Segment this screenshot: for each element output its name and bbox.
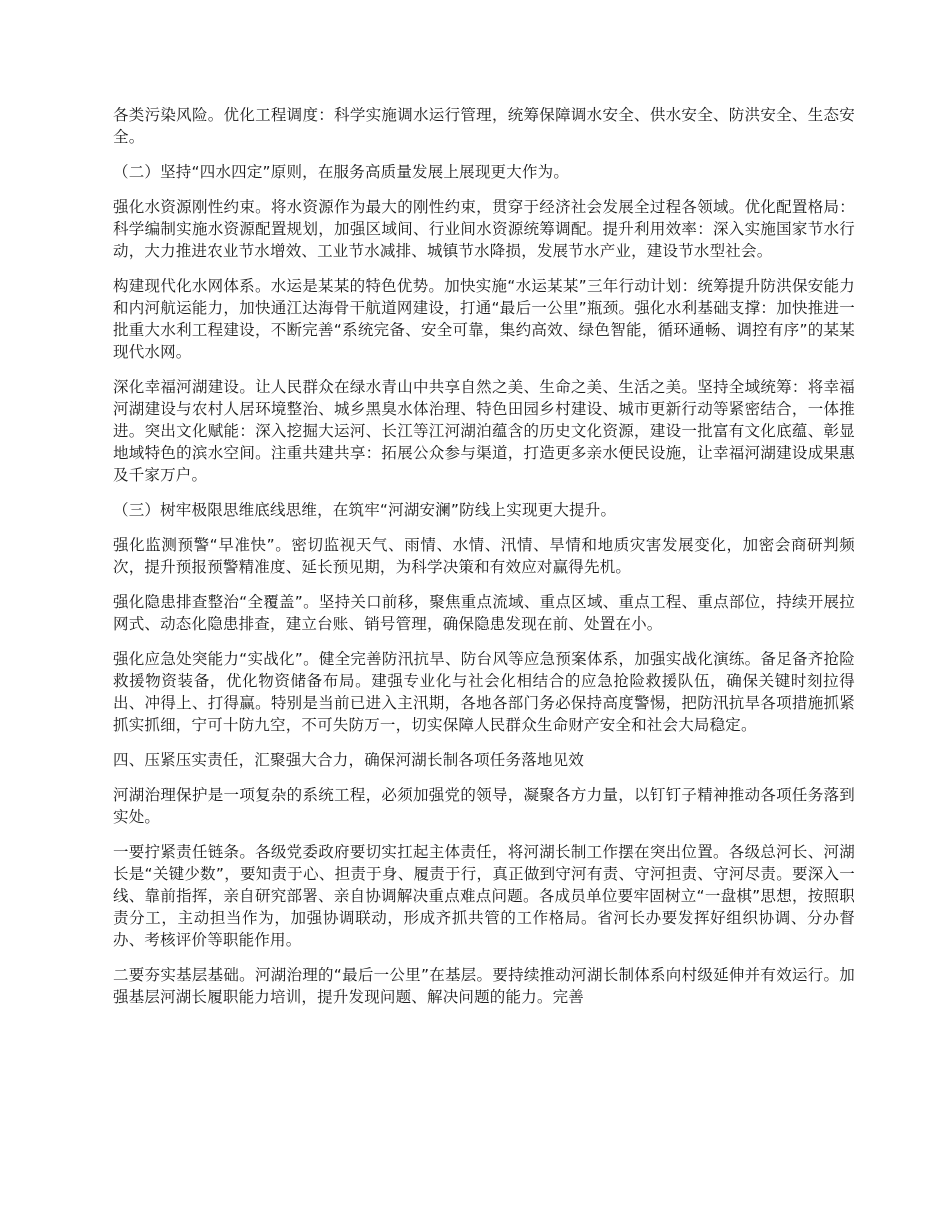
document-page: [113, 104, 855, 1021]
paragraph: 深化幸福河湖建设。让人民群众在绿水青山中共享自然之美、生命之美、生活之美。坚持全域统筹：将幸福河湖建设与农村人居环境整治、城乡黑臭水体治理、特色田园乡村建设、城市更新行动等紧密结合，一体推进。突出文化赋能：深入挖掘大运河、长江等江河湖泊蕴含的历史文化资源，建设一批富有文化底蕴、彰显地域特色的滨水空间。注重共建共享：拓展公众参与渠道，打造更多亲水便民设施，让幸福河湖建设成果惠及千家万户。: [113, 378, 855, 484]
section-heading: （二）坚持“四水四定”原则，在服务高质量发展上展现更大作为。: [113, 163, 570, 181]
section-heading: （三）树牢极限思维底线思维，在筑牢“河湖安澜”防线上实现更大提升。: [113, 501, 617, 519]
paragraph: 强化隐患排查整治“全覆盖”。坚持关口前移，聚焦重点流域、重点区域、重点工程、重点部位，持续开展拉网式、动态化隐患排查，建立台账、销号管理，确保隐患发现在前、处置在小。: [113, 593, 855, 633]
paragraph: 河湖治理保护是一项复杂的系统工程，必须加强党的领导，凝聚各方力量，以钉钉子精神推动各项任务落到实处。: [113, 786, 855, 826]
paragraph: 一要拧紧责任链条。各级党委政府要切实扛起主体责任，将河湖长制工作摆在突出位置。各级总河长、河湖长是“关键少数”，要知责于心、担责于身、履责于行，真正做到守河有责、守河担责、守河尽责。要深入一线、靠前指挥，亲自研究部署、亲自协调解决重点难点问题。各成员单位要牢固树立“一盘棋”思想，按照职责分工，主动担当作为，加强协调联动，形成齐抓共管的工作格局。省河长办要发挥好组织协调、分办督办、考核评价等职能作用。: [113, 843, 855, 949]
paragraph: 强化水资源刚性约束。将水资源作为最大的刚性约束，贯穿于经济社会发展全过程各领域。优化配置格局：科学编制实施水资源配置规划，加强区域间、行业间水资源统筹调配。提升利用效率：深入实施国家节水行动，大力推进农业节水增效、工业节水减排、城镇节水降损，发展节水产业，建设节水型社会。: [113, 198, 855, 260]
section-heading: 四、压紧压实责任，汇聚强大合力，确保河湖长制各项任务落地见效: [113, 751, 585, 769]
paragraph: 强化应急处突能力“实战化”。健全完善防汛抗旱、防台风等应急预案体系，加强实战化演练。备足备齐抢险救援物资装备，优化物资储备布局。建强专业化与社会化相结合的应急抢险救援队伍，确保关键时刻拉得出、冲得上、打得赢。特别是当前已进入主汛期，各地各部门务必保持高度警惕，把防汛抗旱各项措施抓紧抓实抓细，宁可十防九空，不可失防万一，切实保障人民群众生命财产安全和社会大局稳定。: [113, 650, 855, 734]
paragraph: 各类污染风险。优化工程调度：科学实施调水运行管理，统筹保障调水安全、供水安全、防洪安全、生态安全。: [113, 106, 855, 146]
paragraph: 二要夯实基层基础。河湖治理的“最后一公里”在基层。要持续推动河湖长制体系向村级延伸并有效运行。加强基层河湖长履职能力培训，提升发现问题、解决问题的能力。完善: [113, 966, 855, 1006]
paragraph: 构建现代化水网体系。水运是某某的特色优势。加快实施“水运某某”三年行动计划：统筹提升防洪保安能力和内河航运能力，加快通江达海骨干航道网建设，打通“最后一公里”瓶颈。强化水利基础支撑：加快推进一批重大水利工程建设，不断完善“系统完备、安全可靠，集约高效、绿色智能，循环通畅、调控有序”的某某现代水网。: [113, 277, 855, 361]
paragraph: 强化监测预警“早准快”。密切监视天气、雨情、水情、汛情、旱情和地质灾害发展变化，加密会商研判频次，提升预报预警精准度、延长预见期，为科学决策和有效应对赢得先机。: [113, 536, 855, 576]
